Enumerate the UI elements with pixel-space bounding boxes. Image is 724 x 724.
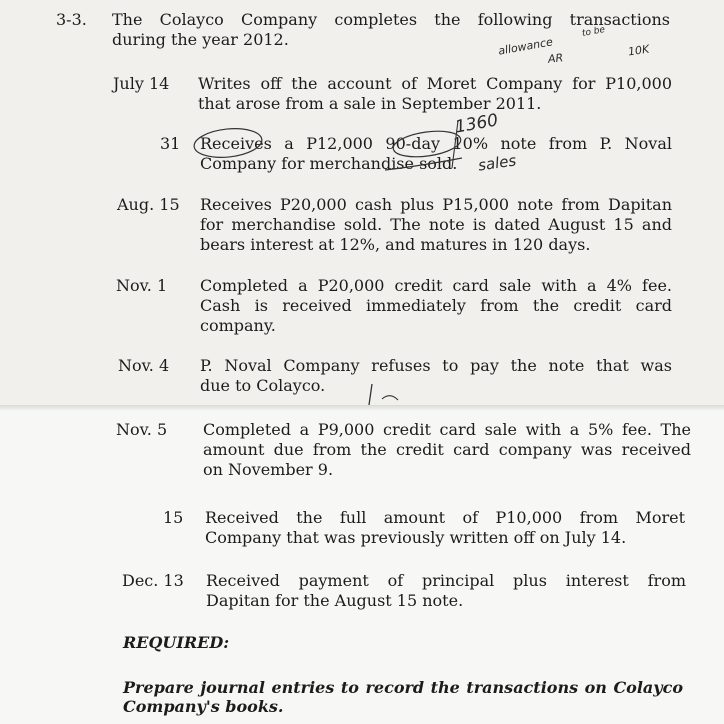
problem-number: 3-3.	[56, 10, 87, 29]
transaction-date: 31	[160, 134, 181, 153]
handwritten-note: 10K	[627, 42, 651, 59]
transaction-line: Dapitan for the August 15 note.	[206, 591, 464, 610]
required-line-2: Company's books.	[123, 697, 284, 716]
page-photo-bottom	[0, 405, 724, 724]
handwritten-note: sales	[476, 151, 518, 175]
transaction-date: Dec. 13	[122, 571, 184, 590]
transaction-line: Writes off the account of Moret Company for P10,000	[198, 74, 672, 93]
transaction-line: that arose from a sale in September 2011.	[198, 94, 542, 113]
handwritten-note: AR	[547, 51, 564, 66]
transaction-date: Aug. 15	[117, 195, 180, 214]
handwritten-note: to be	[581, 25, 606, 39]
intro-line-2: during the year 2012.	[112, 30, 289, 49]
transaction-line: company.	[200, 316, 276, 335]
transaction-line: Receives P20,000 cash plus P15,000 note from Dapitan	[200, 195, 672, 214]
transaction-line: due to Colayco.	[200, 376, 326, 395]
transaction-date: Nov. 4	[118, 356, 170, 375]
transaction-line: Company that was previously written off on July 14.	[205, 528, 627, 547]
handwritten-note: allowance	[497, 35, 554, 58]
transaction-line: Received the full amount of P10,000 from Moret	[205, 508, 685, 527]
transaction-date: 15	[163, 508, 184, 527]
required-heading: REQUIRED:	[123, 633, 230, 652]
transaction-date: Nov. 1	[116, 276, 168, 295]
transaction-line: Cash is received immediately from the credit card	[200, 296, 672, 315]
photo-seam	[0, 405, 724, 411]
required-line-1: Prepare journal entries to record the transactions on Colayco	[123, 678, 683, 697]
transaction-date: Nov. 5	[116, 420, 168, 439]
transaction-line: P. Noval Company refuses to pay the note that was	[200, 356, 672, 375]
transaction-line: Received payment of principal plus interest from	[206, 571, 686, 590]
transaction-line: Completed a P20,000 credit card sale with a 4% fee.	[200, 276, 672, 295]
intro-line-1: The Colayco Company completes the following transactions	[112, 10, 670, 29]
transaction-line: Company for merchandise sold.	[200, 154, 458, 173]
transaction-line: for merchandise sold. The note is dated August 15 and	[200, 215, 672, 234]
transaction-line: on November 9.	[203, 460, 334, 479]
transaction-line: Receives a P12,000 90-day 10% note from P. Noval	[200, 134, 672, 153]
transaction-line: amount due from the credit card company was received	[203, 440, 691, 459]
transaction-date: July 14	[113, 74, 170, 93]
transaction-line: Completed a P9,000 credit card sale with a 5% fee. The	[203, 420, 691, 439]
transaction-line: bears interest at 12%, and matures in 120 days.	[200, 235, 591, 254]
handwritten-note: 1360	[453, 110, 500, 138]
